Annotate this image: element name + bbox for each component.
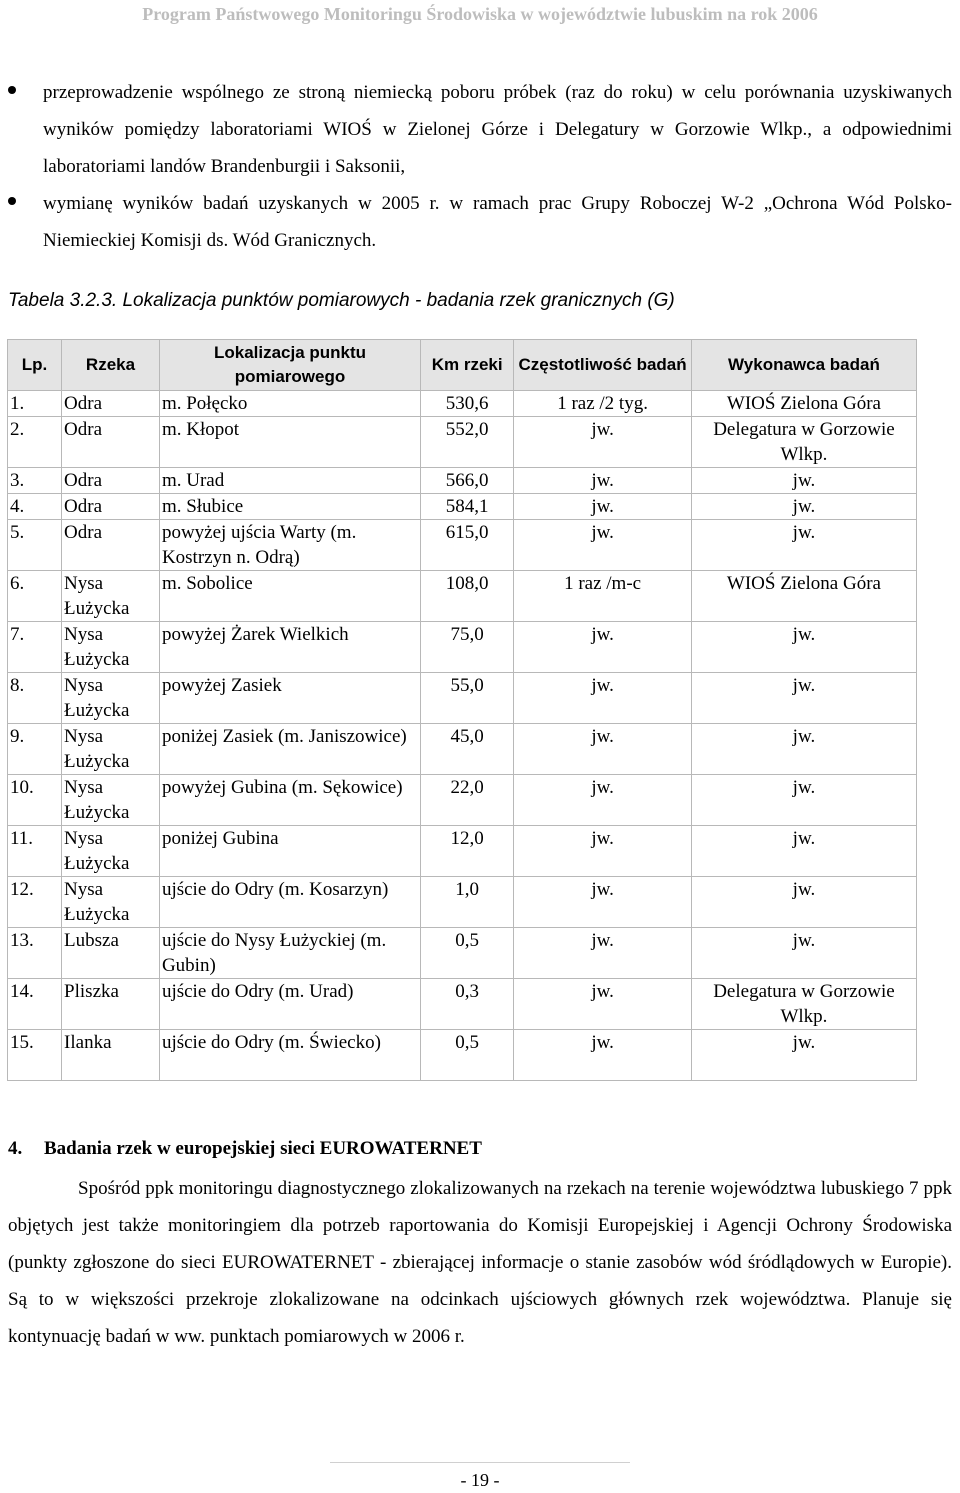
bullet-item <box>0 74 960 185</box>
cell-lp: 12. <box>8 877 62 928</box>
cell-km: 615,0 <box>421 520 514 571</box>
cell-river: Lubsza <box>62 928 160 979</box>
cell-lp: 5. <box>8 520 62 571</box>
cell-frequency: jw. <box>514 468 692 494</box>
table-row <box>8 494 917 520</box>
locations-table <box>7 339 917 1081</box>
cell-location: ujście do Odry (m. Świecko) <box>159 1030 420 1081</box>
cell-river: Nysa Łużycka <box>62 877 160 928</box>
header-km: Km rzeki <box>421 340 514 391</box>
cell-river: Ilanka <box>62 1030 160 1081</box>
table-row <box>8 826 917 877</box>
cell-frequency: jw. <box>514 1030 692 1081</box>
cell-river: Odra <box>62 391 160 417</box>
cell-river: Nysa Łużycka <box>62 673 160 724</box>
cell-location: m. Kłopot <box>159 417 420 468</box>
page-number: - 19 - <box>460 1470 500 1490</box>
cell-executor: jw. <box>691 775 916 826</box>
cell-executor: jw. <box>691 826 916 877</box>
cell-executor: WIOŚ Zielona Góra <box>691 571 916 622</box>
cell-location: poniżej Zasiek (m. Janiszowice) <box>159 724 420 775</box>
bullet-text: przeprowadzenie wspólnego ze stroną niemiecką poboru próbek (raz do roku) w celu porównania uzyskiwanych wyników pomiędzy laboratoriami WIOŚ w Zielonej Górze i Delegatury w Gorzowie Wlkp., a odpowiednimi laboratoriami landów Brandenburgii i Saksonii, <box>43 82 952 177</box>
table-row <box>8 1030 917 1081</box>
cell-km: 45,0 <box>421 724 514 775</box>
cell-executor: jw. <box>691 494 916 520</box>
cell-executor: WIOŚ Zielona Góra <box>691 391 916 417</box>
cell-location: m. Urad <box>159 468 420 494</box>
cell-river: Nysa Łużycka <box>62 571 160 622</box>
cell-frequency: jw. <box>514 826 692 877</box>
footer-divider <box>330 1462 630 1463</box>
cell-km: 1,0 <box>421 877 514 928</box>
table-caption: Tabela 3.2.3. Lokalizacja punktów pomiarowych - badania rzek granicznych (G) <box>8 290 675 311</box>
cell-river: Odra <box>62 520 160 571</box>
section-number: 4. <box>8 1138 23 1159</box>
cell-executor: jw. <box>691 1030 916 1081</box>
table-row <box>8 877 917 928</box>
cell-executor: jw. <box>691 520 916 571</box>
table-header-row <box>8 340 917 391</box>
cell-river: Nysa Łużycka <box>62 775 160 826</box>
cell-executor: jw. <box>691 673 916 724</box>
cell-frequency: 1 raz /m-c <box>514 571 692 622</box>
cell-lp: 4. <box>8 494 62 520</box>
cell-km: 584,1 <box>421 494 514 520</box>
table-row <box>8 979 917 1030</box>
cell-location: ujście do Nysy Łużyckiej (m. Gubin) <box>159 928 420 979</box>
cell-lp: 9. <box>8 724 62 775</box>
table-row <box>8 622 917 673</box>
cell-river: Nysa Łużycka <box>62 826 160 877</box>
cell-frequency: jw. <box>514 673 692 724</box>
cell-frequency: jw. <box>514 494 692 520</box>
bullet-item <box>0 185 960 259</box>
cell-location: powyżej ujścia Warty (m. Kostrzyn n. Odrą) <box>159 520 420 571</box>
table-row <box>8 928 917 979</box>
cell-location: ujście do Odry (m. Urad) <box>159 979 420 1030</box>
bullet-dot-icon <box>8 86 16 94</box>
cell-executor: jw. <box>691 928 916 979</box>
cell-executor: jw. <box>691 724 916 775</box>
section-body: Spośród ppk monitoringu diagnostycznego zlokalizowanych na rzekach na terenie województwa lubuskiego 7 ppk objętych jest także monitoringiem dla potrzeb raportowania do Komisji Europejskiej i Agencji Ochrony Środowiska (punkty zgłoszone do sieci EUROWATERNET - zbierającej informacje o stanie zasobów wód śródlądowych w Europie). Są to w większości przekroje zlokalizowane na odcinkach ujściowych głównych rzek województwa. Planuje się kontynuację badań w ww. punktach pomiarowych w 2006 r. <box>8 1178 952 1347</box>
cell-frequency: jw. <box>514 928 692 979</box>
cell-lp: 1. <box>8 391 62 417</box>
table-row <box>8 417 917 468</box>
cell-location: powyżej Zasiek <box>159 673 420 724</box>
cell-location: powyżej Żarek Wielkich <box>159 622 420 673</box>
header-lp: Lp. <box>8 340 62 391</box>
cell-lp: 2. <box>8 417 62 468</box>
cell-lp: 6. <box>8 571 62 622</box>
cell-lp: 13. <box>8 928 62 979</box>
cell-executor: Delegatura w Gorzowie Wlkp. <box>691 417 916 468</box>
cell-executor: jw. <box>691 622 916 673</box>
cell-frequency: jw. <box>514 877 692 928</box>
cell-lp: 7. <box>8 622 62 673</box>
table-row <box>8 391 917 417</box>
cell-location: m. Połęcko <box>159 391 420 417</box>
cell-frequency: jw. <box>514 979 692 1030</box>
cell-lp: 10. <box>8 775 62 826</box>
cell-executor: jw. <box>691 877 916 928</box>
table-row <box>8 673 917 724</box>
cell-km: 55,0 <box>421 673 514 724</box>
table-row <box>8 520 917 571</box>
cell-river: Nysa Łużycka <box>62 724 160 775</box>
cell-river: Odra <box>62 417 160 468</box>
cell-location: m. Słubice <box>159 494 420 520</box>
cell-km: 0,5 <box>421 1030 514 1081</box>
cell-executor: jw. <box>691 468 916 494</box>
cell-river: Odra <box>62 468 160 494</box>
cell-km: 75,0 <box>421 622 514 673</box>
cell-frequency: jw. <box>514 724 692 775</box>
page-header: Program Państwowego Monitoringu Środowiska w województwie lubuskim na rok 2006 <box>142 4 818 24</box>
cell-km: 108,0 <box>421 571 514 622</box>
cell-river: Nysa Łużycka <box>62 622 160 673</box>
cell-km: 22,0 <box>421 775 514 826</box>
table-row <box>8 724 917 775</box>
cell-river: Odra <box>62 494 160 520</box>
section-heading <box>8 1138 482 1160</box>
header-frequency: Częstotliwość badań <box>514 340 692 391</box>
table-row <box>8 775 917 826</box>
cell-km: 0,3 <box>421 979 514 1030</box>
table-row <box>8 468 917 494</box>
cell-frequency: 1 raz /2 tyg. <box>514 391 692 417</box>
table-row <box>8 571 917 622</box>
cell-km: 530,6 <box>421 391 514 417</box>
bullet-dot-icon <box>8 197 16 205</box>
cell-location: ujście do Odry (m. Kosarzyn) <box>159 877 420 928</box>
header-location: Lokalizacja punktu pomiarowego <box>159 340 420 391</box>
cell-location: powyżej Gubina (m. Sękowice) <box>159 775 420 826</box>
cell-lp: 14. <box>8 979 62 1030</box>
cell-lp: 8. <box>8 673 62 724</box>
section-title: Badania rzek w europejskiej sieci EUROWATERNET <box>44 1138 482 1159</box>
bullet-list <box>0 74 960 259</box>
cell-frequency: jw. <box>514 775 692 826</box>
cell-location: m. Sobolice <box>159 571 420 622</box>
cell-river: Pliszka <box>62 979 160 1030</box>
header-executor: Wykonawca badań <box>691 340 916 391</box>
cell-km: 552,0 <box>421 417 514 468</box>
cell-km: 12,0 <box>421 826 514 877</box>
cell-location: poniżej Gubina <box>159 826 420 877</box>
cell-km: 0,5 <box>421 928 514 979</box>
cell-lp: 11. <box>8 826 62 877</box>
cell-frequency: jw. <box>514 520 692 571</box>
cell-lp: 3. <box>8 468 62 494</box>
cell-km: 566,0 <box>421 468 514 494</box>
cell-lp: 15. <box>8 1030 62 1081</box>
header-river: Rzeka <box>62 340 160 391</box>
bullet-text: wymianę wyników badań uzyskanych w 2005 r. w ramach prac Grupy Roboczej W-2 „Ochrona Wód Polsko-Niemieckiej Komisji ds. Wód Granicznych. <box>43 193 952 251</box>
cell-executor: Delegatura w Gorzowie Wlkp. <box>691 979 916 1030</box>
cell-frequency: jw. <box>514 417 692 468</box>
cell-frequency: jw. <box>514 622 692 673</box>
